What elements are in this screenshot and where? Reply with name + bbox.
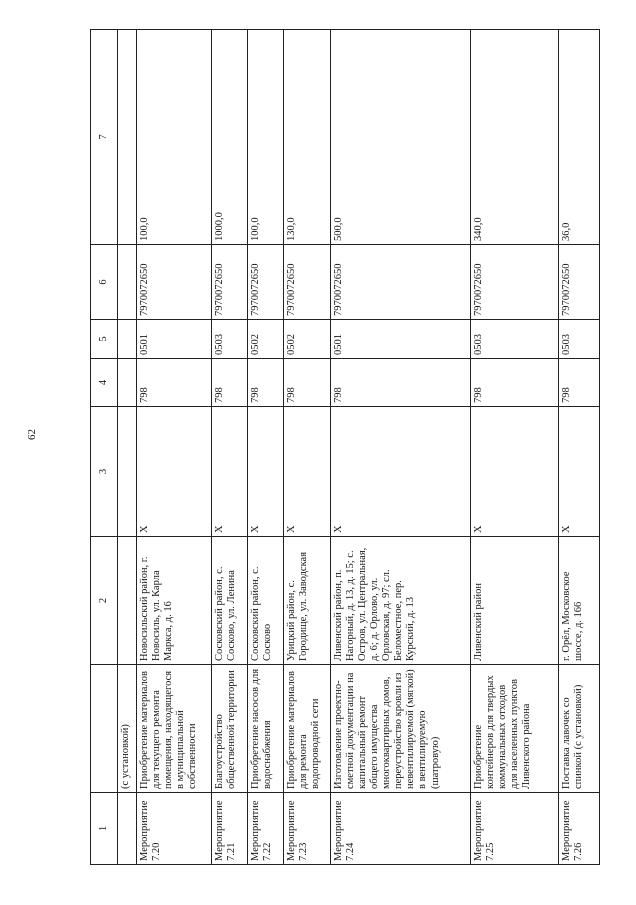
- measure-name: Приобретение материалов для ремонта водопроводной сети: [284, 665, 331, 793]
- measure-address: г. Орёл, Московское шоссе, д. 166: [559, 537, 600, 665]
- measure-amount: 500,0: [331, 30, 471, 245]
- table-cell: [118, 537, 137, 665]
- measure-col4: 798: [559, 359, 600, 407]
- measure-col3: X: [331, 407, 471, 537]
- measure-col3: X: [137, 407, 212, 537]
- measure-col5: 0501: [137, 320, 212, 359]
- column-header: 6: [91, 245, 118, 320]
- measure-col5: 0503: [559, 320, 600, 359]
- measure-col4: 798: [331, 359, 471, 407]
- measure-col3: X: [559, 407, 600, 537]
- measure-col4: 798: [248, 359, 284, 407]
- measure-col4: 798: [471, 359, 559, 407]
- measure-id: Мероприятие 7.24: [331, 793, 471, 865]
- table-cell: [118, 320, 137, 359]
- table-header-row: [91, 30, 118, 865]
- measure-name: Поставка лавочек со спинкой (с установкой): [559, 665, 600, 793]
- measure-amount: 100,0: [137, 30, 212, 245]
- measure-amount: 36,0: [559, 30, 600, 245]
- measure-name: Благоустройство общественной территории: [212, 665, 248, 793]
- measure-amount: 340,0: [471, 30, 559, 245]
- measure-id: Мероприятие 7.23: [284, 793, 331, 865]
- measure-address: Урицкий район, с. Городище, ул. Заводская: [284, 537, 331, 665]
- measure-name: Приобретение насосов для водоснабжения: [248, 665, 284, 793]
- budget-measures-table: [90, 29, 600, 865]
- table-row: [212, 30, 248, 865]
- measure-name: Приобретение материалов для текущего ремонта помещения, находящегося в муниципальной собственности: [137, 665, 212, 793]
- measure-id: Мероприятие 7.26: [559, 793, 600, 865]
- measure-col6: 7970072650: [559, 245, 600, 320]
- measure-amount: 130,0: [284, 30, 331, 245]
- measure-id: Мероприятие 7.20: [137, 793, 212, 865]
- measure-address: Новосильский район, г. Новосиль, ул. Карла Маркса, д. 16: [137, 537, 212, 665]
- measure-col6: 7970072650: [284, 245, 331, 320]
- measure-col3: X: [212, 407, 248, 537]
- measure-col3: X: [284, 407, 331, 537]
- table-cell: [118, 407, 137, 537]
- measure-col3: X: [471, 407, 559, 537]
- table-row-continuation: [118, 30, 137, 865]
- column-header: 3: [91, 407, 118, 537]
- measure-name: Изготовление проектно-сметной документации на капитальный ремонт общего имущества многоквартирных домов, переустройство кровли из невентилируемой (мягкой) в вентилируемую (шатровую): [331, 665, 471, 793]
- measure-col4: 798: [284, 359, 331, 407]
- table-cell: [118, 359, 137, 407]
- column-header: 4: [91, 359, 118, 407]
- table-row: [284, 30, 331, 865]
- measure-name: Приобретение контейнеров для твердых коммунальных отходов для населенных пунктов Ливенского района: [471, 665, 559, 793]
- column-header: [91, 665, 118, 793]
- measure-col5: 0503: [212, 320, 248, 359]
- measure-amount: 1000,0: [212, 30, 248, 245]
- measure-col4: 798: [212, 359, 248, 407]
- table-row: [471, 30, 559, 865]
- measure-address: Ливенский район: [471, 537, 559, 665]
- column-header: 1: [91, 793, 118, 865]
- measure-col5: 0501: [331, 320, 471, 359]
- measure-id: Мероприятие 7.25: [471, 793, 559, 865]
- table-row: [137, 30, 212, 865]
- measure-address: Сосковский район, с. Сосково: [248, 537, 284, 665]
- table-row: [248, 30, 284, 865]
- measure-address: Сосковский район, с. Сосково, ул. Ленина: [212, 537, 248, 665]
- table-cell: [118, 793, 137, 865]
- column-header: 7: [91, 30, 118, 245]
- measure-amount: 100,0: [248, 30, 284, 245]
- measure-col6: 7970072650: [331, 245, 471, 320]
- rotated-page-content: [90, 30, 590, 865]
- continuation-text: (с установкой): [118, 665, 137, 793]
- measure-id: Мероприятие 7.21: [212, 793, 248, 865]
- measure-col6: 7970072650: [248, 245, 284, 320]
- measure-col6: 7970072650: [471, 245, 559, 320]
- measure-col3: X: [248, 407, 284, 537]
- measure-address: Ливенский район, п. Нагорный, д. 13, д. 15; с. Остров, ул. Центральная, д. 6; д. Орлово, ул. Орловская, д. 97; сл. Беломестное, пер. Курский, д. 13: [331, 537, 471, 665]
- measure-id: Мероприятие 7.22: [248, 793, 284, 865]
- table-cell: [118, 245, 137, 320]
- measure-col5: 0502: [248, 320, 284, 359]
- table-cell: [118, 30, 137, 245]
- column-header: 2: [91, 537, 118, 665]
- page-number: 62: [26, 429, 38, 440]
- table-row: [331, 30, 471, 865]
- measure-col6: 7970072650: [212, 245, 248, 320]
- measure-col5: 0503: [471, 320, 559, 359]
- column-header: 5: [91, 320, 118, 359]
- measure-col5: 0502: [284, 320, 331, 359]
- measure-col6: 7970072650: [137, 245, 212, 320]
- table-row: [559, 30, 600, 865]
- measure-col4: 798: [137, 359, 212, 407]
